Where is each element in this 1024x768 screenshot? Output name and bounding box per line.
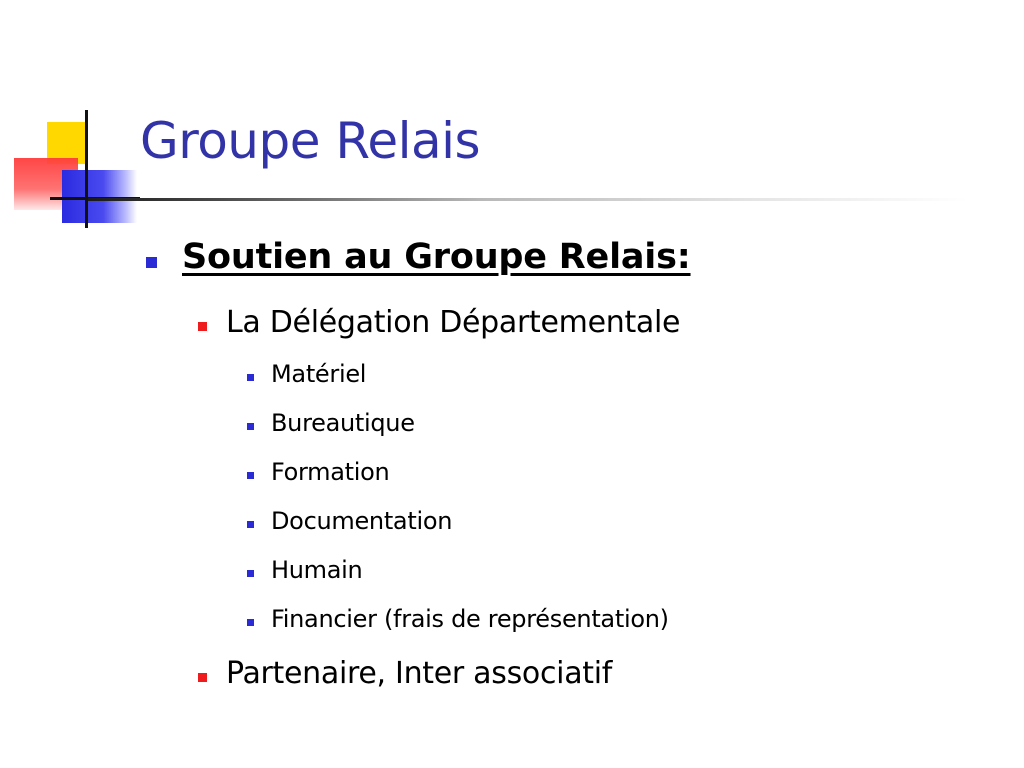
slide-title: Groupe Relais bbox=[140, 112, 481, 170]
bullet-text: Documentation bbox=[271, 507, 453, 535]
bullet-text: Bureautique bbox=[271, 409, 415, 437]
square-bullet-icon bbox=[247, 570, 254, 577]
bullet-text: Humain bbox=[271, 556, 363, 584]
bullet-text: Formation bbox=[271, 458, 390, 486]
square-bullet-icon bbox=[247, 423, 254, 430]
square-bullet-icon bbox=[247, 472, 254, 479]
bullet-text: La Délégation Départementale bbox=[226, 305, 681, 340]
square-bullet-icon bbox=[198, 673, 207, 682]
bullet-text: Financier (frais de représentation) bbox=[271, 605, 669, 633]
bullet-text: Matériel bbox=[271, 360, 367, 388]
square-bullet-icon bbox=[247, 521, 254, 528]
square-bullet-icon bbox=[247, 619, 254, 626]
square-bullet-icon bbox=[198, 322, 207, 331]
square-bullet-icon bbox=[247, 374, 254, 381]
square-bullet-icon bbox=[146, 257, 157, 268]
bullet-text: Partenaire, Inter associatif bbox=[226, 656, 613, 691]
bullet-text: Soutien au Groupe Relais: bbox=[182, 237, 691, 277]
